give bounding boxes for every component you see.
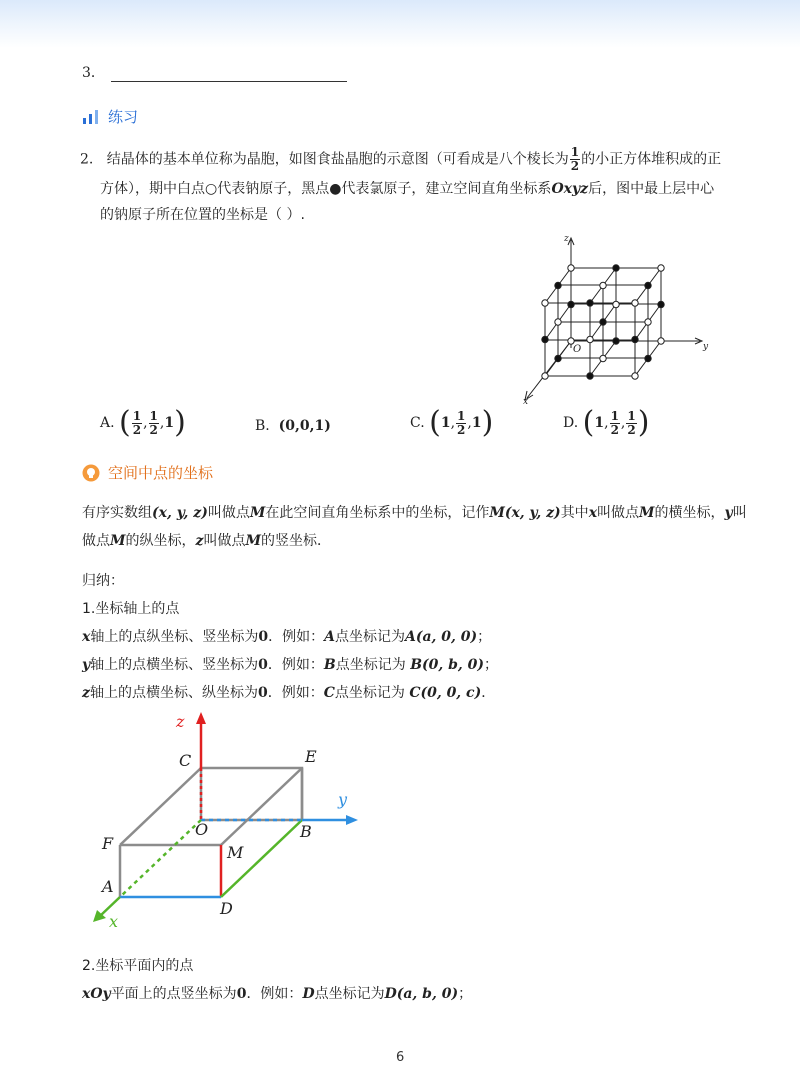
problem-2-line-1 bbox=[80, 146, 721, 173]
x-label: x bbox=[523, 397, 529, 406]
summary-2-xoy: xOy平面上的点竖坐标为0．例如：D点坐标记为D(a, b, 0)； bbox=[82, 986, 473, 1002]
concept-title: 空间中点的坐标 bbox=[108, 464, 214, 482]
sodium-atom bbox=[658, 265, 664, 271]
frac: $\frac{1}{2}$ bbox=[132, 408, 142, 437]
summary-1-title: 1.坐标轴上的点 bbox=[82, 601, 180, 617]
x-label: x bbox=[109, 912, 119, 931]
bar-chart-icon bbox=[82, 109, 100, 125]
point-f-label: F bbox=[102, 834, 114, 853]
option-a-label: A. bbox=[100, 415, 115, 431]
z-label: z bbox=[564, 234, 569, 244]
sodium-atom bbox=[658, 338, 664, 344]
x-axis-hidden bbox=[120, 820, 201, 897]
definition-line-2: 做点M的纵坐标，z叫做点M的竖坐标． bbox=[82, 533, 331, 549]
problem-text-3: 的钠原子所在位置的坐标是（ ）. bbox=[100, 207, 305, 223]
summary-1-y: y轴上的点横坐标、竖坐标为0．例如：B点坐标记为 B(0, b, 0)； bbox=[82, 657, 499, 673]
practice-title: 练习 bbox=[108, 108, 139, 126]
option-b-label: B. bbox=[255, 418, 270, 434]
nacl-cell-figure bbox=[520, 228, 720, 406]
point-a-label: A bbox=[102, 877, 114, 896]
chlorine-atom bbox=[600, 319, 606, 325]
problem-text-2b: 后，图中最上层中心 bbox=[588, 181, 715, 197]
option-c[interactable]: C. ( 1 , $\frac{1}{2}$ , 1 ) bbox=[410, 405, 494, 440]
sodium-atom bbox=[555, 319, 561, 325]
summary-1-x: x轴上的点纵坐标、竖坐标为0．例如：A点坐标记为A(a, 0, 0)； bbox=[82, 629, 492, 645]
y-label: y bbox=[338, 790, 348, 809]
sodium-atom bbox=[568, 265, 574, 271]
chlorine-atom bbox=[587, 300, 593, 306]
chlorine-atom bbox=[555, 282, 561, 288]
chlorine-atom bbox=[613, 265, 619, 271]
origin-label: O bbox=[573, 344, 582, 355]
answer-blank[interactable] bbox=[111, 67, 347, 82]
frac: $\frac{1}{2}$ bbox=[627, 408, 636, 437]
frac-num: 1 bbox=[570, 145, 580, 159]
sodium-atom bbox=[632, 300, 638, 306]
edge-e-m bbox=[221, 768, 302, 845]
chlorine-atom bbox=[632, 336, 638, 342]
lightbulb-icon bbox=[82, 464, 100, 482]
front-top-face bbox=[201, 768, 302, 820]
item-3 bbox=[82, 62, 347, 82]
point-d-label: D bbox=[220, 899, 233, 918]
option-b-value: (0,0,1) bbox=[278, 418, 331, 434]
y-label: y bbox=[703, 342, 709, 352]
chlorine-atom bbox=[555, 355, 561, 361]
problem-text-2a: 方体），期中白点○代表钠原子，黑点●代表氯原子，建立空间直角坐标系 bbox=[100, 181, 552, 197]
chlorine-atom bbox=[542, 336, 548, 342]
sodium-atom bbox=[542, 373, 548, 379]
concept-header bbox=[82, 462, 213, 483]
option-d-label: D. bbox=[563, 415, 579, 431]
summary-2-title: 2.坐标平面内的点 bbox=[82, 958, 194, 974]
practice-header bbox=[82, 106, 138, 127]
frac: $\frac{1}{2}$ bbox=[610, 408, 619, 437]
frac: $\frac{1}{2}$ bbox=[457, 408, 466, 437]
option-d[interactable]: D. ( 1 , $\frac{1}{2}$ , $\frac{1}{2}$ ) bbox=[563, 405, 650, 440]
chlorine-atom bbox=[568, 301, 574, 307]
item-3-label: 3． bbox=[82, 65, 105, 81]
point-c-label: C bbox=[179, 751, 192, 770]
z-label: z bbox=[176, 712, 185, 731]
summary-title: 归纳： bbox=[82, 573, 124, 589]
sodium-atom bbox=[542, 300, 548, 306]
sodium-atom bbox=[600, 282, 606, 288]
coordinate-box-figure bbox=[80, 708, 380, 933]
problem-2-line-3 bbox=[100, 204, 305, 224]
sodium-atom bbox=[600, 355, 606, 361]
chlorine-atom bbox=[613, 338, 619, 344]
chlorine-atom bbox=[645, 355, 651, 361]
coord-system-symbol: Oxyz bbox=[551, 181, 589, 197]
problem-2-line-2 bbox=[100, 178, 714, 198]
frac: $\frac{1}{2}$ bbox=[149, 408, 158, 437]
point-m-label: M bbox=[227, 843, 244, 862]
sodium-atom bbox=[632, 373, 638, 379]
y-arrowhead bbox=[346, 815, 358, 825]
option-b[interactable] bbox=[255, 418, 331, 434]
problem-number: 2. bbox=[80, 151, 94, 168]
chlorine-atom bbox=[645, 282, 651, 288]
sodium-atom bbox=[613, 301, 619, 307]
page-header-band bbox=[0, 0, 800, 48]
point-o-label: O bbox=[195, 820, 209, 839]
sodium-atom bbox=[645, 319, 651, 325]
point-e-label: E bbox=[305, 747, 317, 766]
z-arrowhead bbox=[196, 712, 206, 724]
problem-text-1b: 的小正方体堆积成的正 bbox=[581, 151, 722, 168]
point-b-label: B bbox=[300, 822, 312, 841]
chlorine-atom bbox=[587, 373, 593, 379]
option-c-label: C. bbox=[410, 415, 425, 431]
summary-1-z: z轴上的点横坐标、纵坐标为0．例如：C点坐标记为 C(0, 0, c)． bbox=[82, 685, 496, 701]
option-a[interactable]: A. ( $\frac{1}{2}$ , $\frac{1}{2}$ , 1 ) bbox=[100, 405, 186, 440]
sodium-atom bbox=[587, 336, 593, 342]
edge-c-f bbox=[120, 768, 201, 845]
fraction-half bbox=[570, 146, 580, 173]
chlorine-atom bbox=[658, 301, 664, 307]
definition-line-1: 有序实数组(x, y, z)叫做点M在此空间直角坐标系中的坐标，记作M(x, y, z)其中x叫做点M的横坐标，y叫 bbox=[82, 505, 747, 521]
frac-den: 2 bbox=[570, 159, 580, 173]
page-number: 6 bbox=[396, 1050, 405, 1065]
problem-text-1a: 结晶体的基本单位称为晶胞，如图食盐晶胞的示意图（可看成是八个棱长为 bbox=[106, 151, 569, 168]
